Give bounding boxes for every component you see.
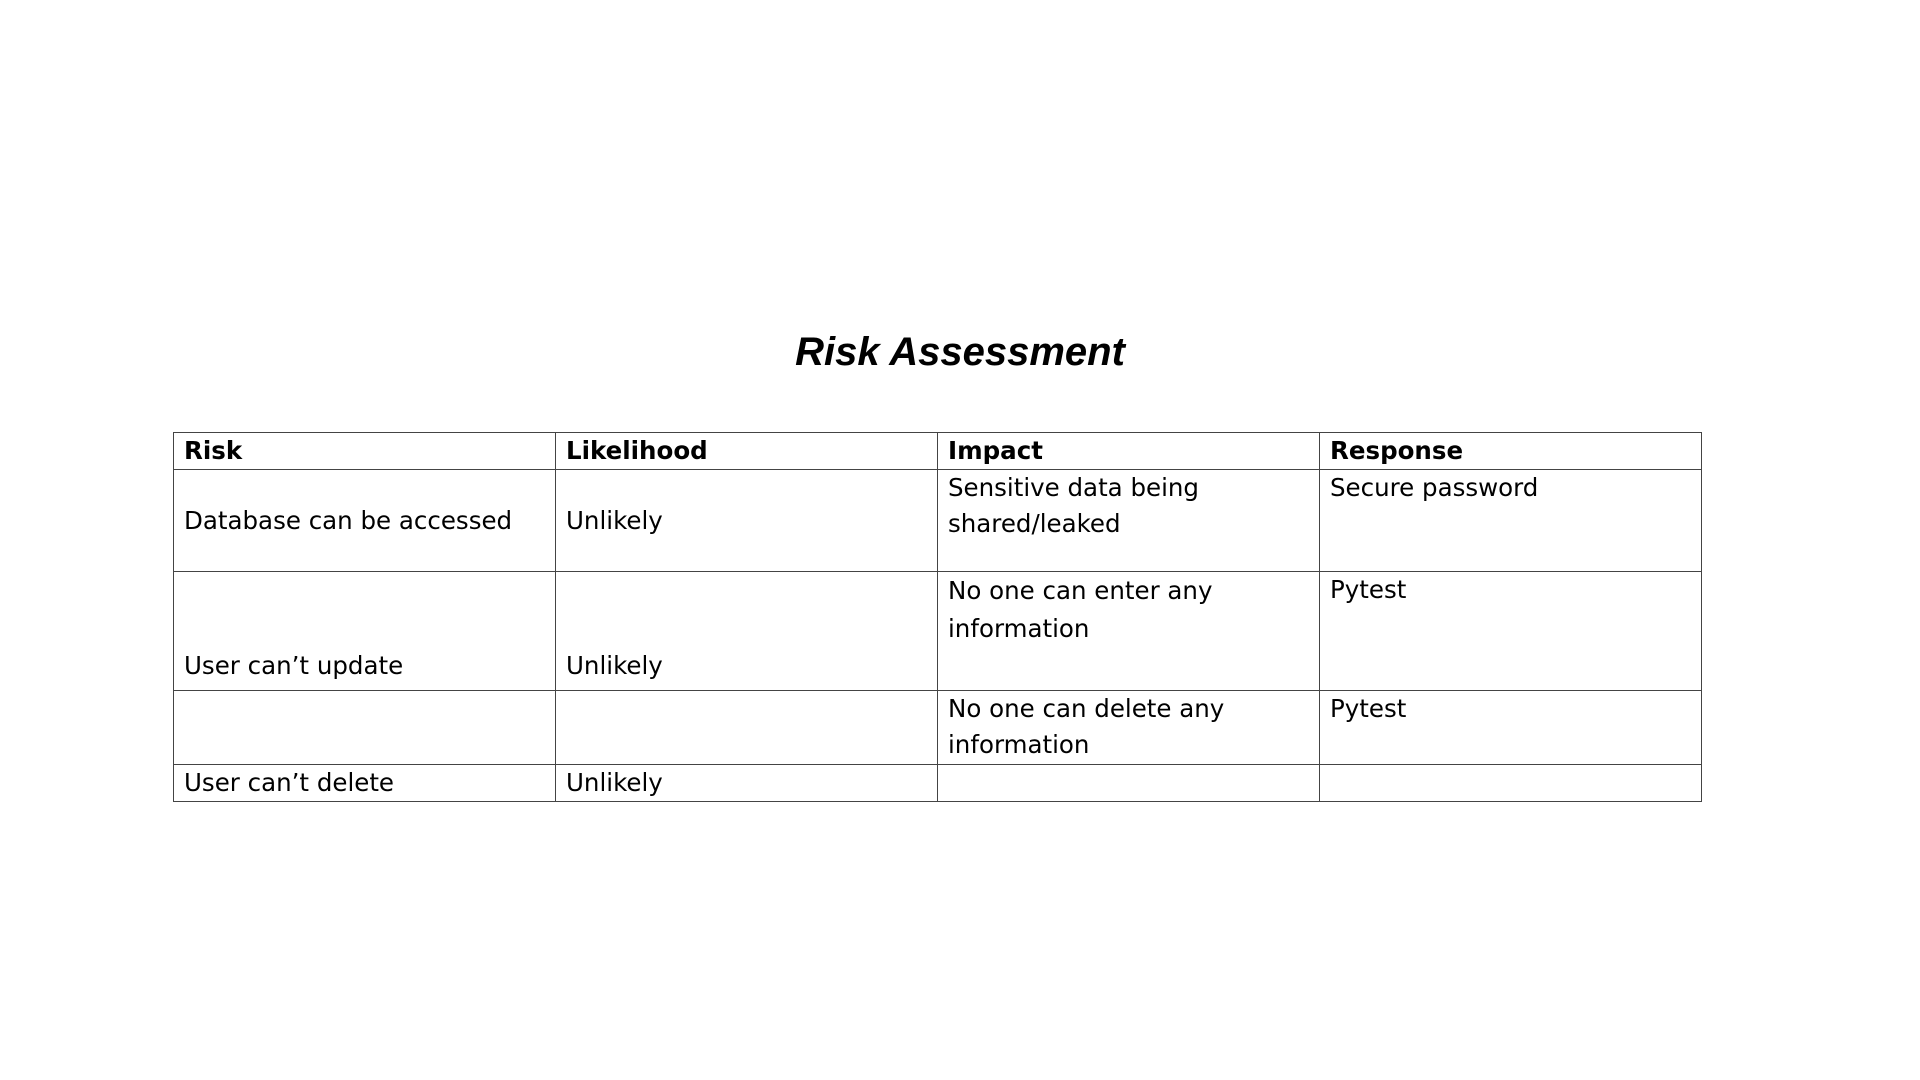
header-impact: Impact: [938, 433, 1320, 470]
table-header-row: [174, 433, 1702, 470]
cell-risk: User can’t delete: [174, 765, 556, 802]
cell-risk: [174, 691, 556, 765]
table-row: [174, 572, 1702, 691]
cell-likelihood: Unlikely: [556, 765, 938, 802]
cell-response: Secure password: [1320, 470, 1702, 572]
cell-risk: Database can be accessed: [174, 470, 556, 572]
table-row: [174, 691, 1702, 765]
table-row: [174, 765, 1702, 802]
header-risk: Risk: [174, 433, 556, 470]
cell-likelihood: Unlikely: [556, 572, 938, 691]
cell-response: [1320, 765, 1702, 802]
risk-table: [173, 432, 1702, 802]
cell-likelihood: [556, 691, 938, 765]
cell-impact: [938, 765, 1320, 802]
cell-impact: Sensitive data being shared/leaked: [938, 470, 1320, 572]
cell-impact: No one can enter any information: [938, 572, 1320, 691]
header-response: Response: [1320, 433, 1702, 470]
table-row: [174, 470, 1702, 572]
cell-risk: User can’t update: [174, 572, 556, 691]
header-likelihood: Likelihood: [556, 433, 938, 470]
cell-response: Pytest: [1320, 691, 1702, 765]
cell-likelihood: Unlikely: [556, 470, 938, 572]
page-title: Risk Assessment: [795, 330, 1125, 374]
cell-impact: No one can delete any information: [938, 691, 1320, 765]
cell-response: Pytest: [1320, 572, 1702, 691]
